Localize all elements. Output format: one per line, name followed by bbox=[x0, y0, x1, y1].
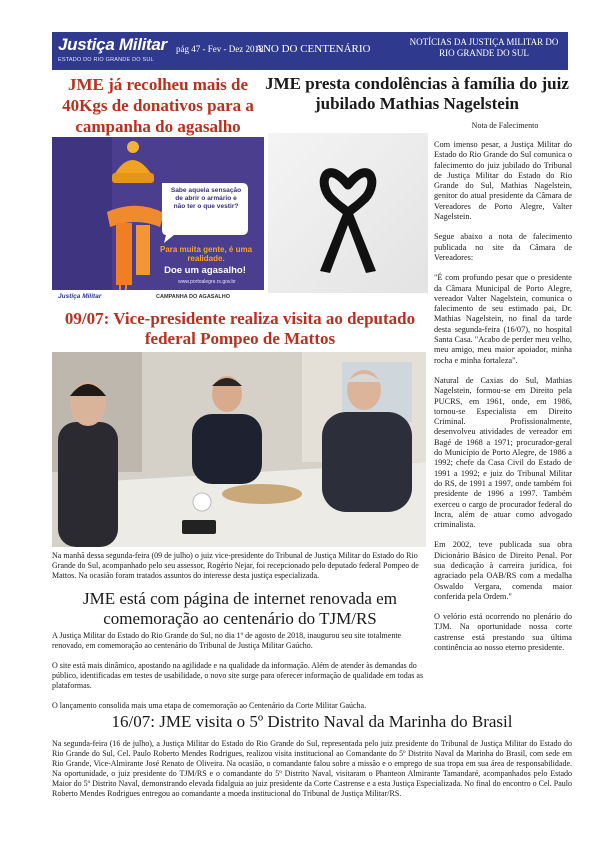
website-paragraph: O site está mais dinâmico, apostando na agilidade e na qualidade da informação. Além de atender às demandas do público, identificadas em testes de usabilidade, o novo site surge para oferecer informação de qualidade em todas as plataformas. bbox=[52, 661, 424, 690]
campaign-poster-image bbox=[52, 137, 264, 306]
note-label: Nota de Falecimento bbox=[471, 121, 539, 130]
centenary-label: ANO DO CENTENÁRIO bbox=[255, 43, 371, 55]
condolences-paragraph: Em 2002, teve publicada sua obra Dicionário Básico de Direito Penal. Por sua dedicação à carreira jurídica, foi agraciado pela OAB/RS com a medalha Oswaldo Vergara, comenda maior conferida pela Ordem." bbox=[434, 540, 572, 601]
naval-body: Na segunda-feira (16 de julho), a Justiça Militar do Estado do Rio Grande do Sul, representada pelo juiz presidente do Tribunal de Justiça Militar do Estado do Rio Grande do Sul, Cel. Paulo Roberto Mendes Rodrigues, realizou visita institucional ao Comandante do 5º Distrito Naval da Marinha do Brasil, com sede em Rio Grande, Vice-Almirante José Renato de Oliveira. Na ocasião, o comandante falou sobre a missão e o emprego de sua tropa em sua área de responsabilidade. Na oportunidade, o juiz presidente do TJM/RS e o comandante do 5º Distrito Naval, visitaram o Phanteon Almirante Tamandaré, acompanhados pelo Estado Maior do 5º Distrito Naval, demonstrando elevada fidalguia ao juiz presidente da Corte Castrense e a esta Justiça Especializada. No final do encontro o Cel. Paulo Roberto Mendes Rodrigues entregou ao comandante a moeda institucional do Tribunal de Justiça Militar/RS. bbox=[52, 739, 572, 799]
condolences-paragraph: Segue abaixo a nota de falecimento publicada no site da Câmara de Vereadores: bbox=[434, 232, 572, 262]
naval-headline: 16/07: JME visita o 5º Distrito Naval da Marinha do Brasil bbox=[111, 712, 513, 731]
website-paragraph: O lançamento consolida mais uma etapa de comemoração ao Centenário da Corte Militar Gaúcha. bbox=[52, 701, 367, 710]
logo-title: Justiça Militar bbox=[58, 35, 167, 54]
justica-militar-logo bbox=[52, 32, 172, 70]
poster-url: www.portoalegre.rs.gov.br bbox=[178, 279, 236, 285]
visit-caption: Na manhã dessa segunda-feira (09 de julho) o juiz vice-presidente do Tribunal de Justiça Militar do Estado do Rio Grande do Sul, acompanhado pelo seu assessor, Rogério Nejar, foi recepcionado pelo deputado federal Pompeo de Mattos. Na ocasião foram tratados assuntos do interesse desta justiça especializada. bbox=[52, 551, 419, 580]
poster-question: Sabe aquela sensação de abrir o armário e não ter o que vestir? bbox=[170, 187, 242, 210]
masthead-bar bbox=[52, 32, 568, 70]
poster-campaign-name: CAMPANHA DO AGASALHO bbox=[156, 294, 231, 300]
poster-call: Doe um agasalho! bbox=[164, 265, 246, 276]
visit-photo-scene bbox=[52, 352, 426, 547]
condolences-paragraph: Com imenso pesar, a Justiça Militar do Estado do Rio Grande do Sul comunica o falecimento do juiz jubilado do Tribunal de Justiça Militar do Estado do Rio Grande do Sul, Mathias Nagelstein, genitor do atual presidente da Câmara de Vereadores de Porto Alegre, Valter Nagelstein. bbox=[434, 140, 572, 222]
section-label: NOTÍCIAS DA JUSTIÇA MILITAR DO RIO GRANDE DO SUL bbox=[409, 37, 559, 58]
poster-jm-logo: Justiça Militar bbox=[58, 293, 102, 300]
website-headline: JME está com página de internet renovada em comemoração ao centenário do TJM/RS bbox=[83, 589, 397, 628]
condolences-body bbox=[434, 140, 572, 663]
condolences-paragraph: "É com profundo pesar que o presidente da Câmara Municipal de Porto Alegre, vereador Valter Nagelstein, comunica o falecimento de seu estimado pai, Dr. Mathias Nagelstein, no final da tarde desta segunda-feira (16/07), no hospital Santa Casa. "Acabo de perder meu velho, meu amigo, meu maior apoiador, minha rocha e minha fortaleza". bbox=[434, 273, 572, 365]
black-ribbon-icon bbox=[268, 133, 428, 293]
website-paragraph: A Justiça Militar do Estado do Rio Grande do Sul, no dia 1º de agosto de 2018, inaugurou seu site totalmente renovado, em comemoração ao centenário do Tribunal de Justiça Militar Gaúcho. bbox=[52, 631, 402, 650]
website-body bbox=[52, 631, 430, 721]
visit-photo bbox=[52, 352, 426, 547]
mourning-ribbon-image bbox=[268, 133, 428, 293]
poster-reality: Para muita gente, é uma realidade. bbox=[159, 245, 253, 263]
condolences-headline: JME presta condolências à família do juiz jubilado Mathias Nagelstein bbox=[265, 74, 569, 113]
donation-headline: JME já recolheu mais de 40Kgs de donativos para a campanha do agasalho bbox=[62, 75, 254, 136]
issue-label: pág 47 - Fev - Dez 2018 bbox=[176, 44, 264, 54]
logo-subtitle: ESTADO DO RIO GRANDE DO SUL bbox=[58, 57, 154, 63]
condolences-paragraph: O velório está ocorrendo no plenário do TJM. Na oportunidade nossa corte castrense está prestando sua última continência ao nosso eterno presidente. bbox=[434, 612, 572, 653]
condolences-paragraph: Natural de Caxias do Sul, Mathias Nagelstein, formou-se em Direito pela PUCRS, em 1961, onde, em 1986, tornou-se Especialista em Direito Criminal. Profissionalmente, desenvolveu atividades de vereador em Bagé de 1968 a 1971; procurador-geral do Município de Porto Alegre, de 1986 a 1992; chefe da Casa Civil do Estado de 1991 a 1992; e juiz do Tribunal Militar do RS, de 1991 a 1997, onde também foi presidente de 1996 a 1997. Também exerceu o cargo de procurador federal do Incra, além de atuar como advogado criminalista. bbox=[434, 375, 572, 530]
visit-headline: 09/07: Vice-presidente realiza visita ao deputado federal Pompeo de Mattos bbox=[64, 309, 416, 348]
